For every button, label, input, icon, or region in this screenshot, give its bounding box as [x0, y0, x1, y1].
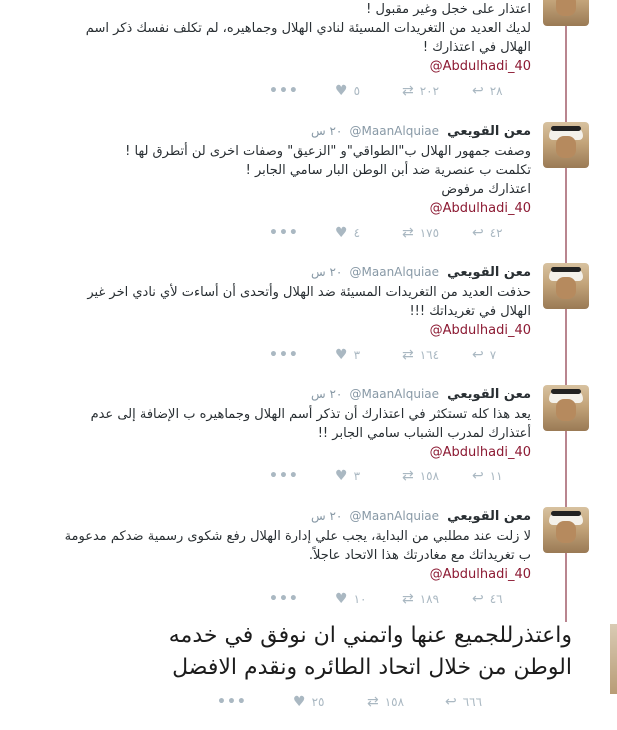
like-button[interactable]: [293, 694, 324, 710]
like-count: ١٠: [353, 592, 367, 606]
reply-button[interactable]: [472, 225, 503, 241]
retweet-count: ١٧٥: [419, 226, 440, 240]
retweet-icon: ⇄: [402, 225, 414, 241]
tweet-text: وصفت جمهور الهلال ب"الطواقي"و "الزعيق" وصفات اخرى لن أتطرق لها ! تكلمت ب عنصرية ضد أبن الوطن البار سامي الجابر ! اعتذارك مرفوض @Abdulhadi_40: [61, 142, 531, 218]
avatar[interactable]: [543, 507, 589, 553]
like-button[interactable]: [335, 468, 360, 484]
retweet-button[interactable]: [367, 694, 404, 710]
tweet-text: اعتذار على خجل وغير مقبول ! لديك العديد من التغريدات المسيئة لنادي الهلال وجماهيره، لم تكلف نفسك ذكر اسم الهلال في اعتذارك ! @Abdulhadi_40: [61, 0, 531, 76]
retweet-count: ١٥٨: [384, 695, 405, 709]
partial-image: [610, 624, 617, 694]
heart-icon: ♥: [335, 468, 348, 484]
retweet-count: ١٨٩: [419, 592, 440, 606]
bottom-tweet-text: واعتذرللجميع عنها واتمني ان نوفق في خدمه الوطن من خلال اتحاد الطائره ونقدم الافضل: [168, 623, 572, 680]
user-handle[interactable]: @MaanAlquiae: [349, 124, 440, 138]
retweet-button[interactable]: [402, 591, 439, 607]
tweet-actions: [269, 468, 529, 484]
like-button[interactable]: [335, 591, 366, 607]
tweet-header: [311, 507, 531, 525]
reply-icon: ↩: [472, 225, 484, 241]
retweet-icon: ⇄: [402, 468, 414, 484]
reply-icon: ↩: [472, 347, 484, 363]
reply-count: ٤٦: [489, 592, 503, 606]
retweet-count: ١٥٨: [419, 469, 440, 483]
retweet-count: ٢٠٢: [419, 84, 440, 98]
retweet-count: ١٦٤: [419, 348, 440, 362]
tweet-header: [311, 122, 531, 140]
tweet-actions: [269, 225, 529, 241]
retweet-icon: ⇄: [402, 591, 414, 607]
tweet-header: [311, 385, 531, 403]
tweet-time[interactable]: ٢٠ س: [311, 124, 343, 138]
reply-button[interactable]: [472, 347, 496, 363]
reply-count: ١١: [489, 469, 503, 483]
retweet-button[interactable]: [402, 347, 439, 363]
user-name[interactable]: معن القويعي: [447, 124, 531, 139]
bottom-tweet-actions: [217, 694, 517, 710]
reply-button[interactable]: [472, 468, 503, 484]
tweet-time[interactable]: ٢٠ س: [311, 265, 343, 279]
more-icon[interactable]: •••: [269, 591, 299, 607]
reply-icon: ↩: [472, 591, 484, 607]
tweet-text: يعد هذا كله تستكثر في اعتذارك أن تذكر أسم الهلال وجماهيره ب الإضافة إلى عدم أعتذارك لمدرب الشباب سامي الجابر !! @Abdulhadi_40: [61, 405, 531, 462]
user-name[interactable]: معن القويعي: [447, 265, 531, 280]
mention-link[interactable]: @Abdulhadi_40: [429, 445, 531, 460]
user-name[interactable]: معن القويعي: [447, 509, 531, 524]
reply-icon: ↩: [445, 694, 457, 710]
like-count: ٥: [353, 84, 361, 98]
heart-icon: ♥: [293, 694, 306, 710]
user-handle[interactable]: @MaanAlquiae: [349, 265, 440, 279]
retweet-button[interactable]: [402, 468, 439, 484]
like-button[interactable]: [335, 347, 360, 363]
mention-link[interactable]: @Abdulhadi_40: [429, 567, 531, 582]
more-icon[interactable]: •••: [217, 694, 247, 710]
retweet-button[interactable]: [402, 83, 439, 99]
heart-icon: ♥: [335, 83, 348, 99]
avatar[interactable]: [543, 122, 589, 168]
reply-button[interactable]: [472, 591, 503, 607]
heart-icon: ♥: [335, 347, 348, 363]
reply-button[interactable]: [472, 83, 503, 99]
heart-icon: ♥: [335, 591, 348, 607]
like-count: ٣: [353, 469, 361, 483]
avatar[interactable]: [543, 263, 589, 309]
tweet-actions: [269, 83, 529, 99]
reply-count: ٧: [489, 348, 497, 362]
tweet-text: حذفت العديد من التغريدات المسيئة ضد الهلال وأتحدى أن أساءت لأي نادي اخر غير الهلال في تغريداتك !!! @Abdulhadi_40: [61, 283, 531, 340]
tweet-actions: [269, 591, 529, 607]
reply-icon: ↩: [472, 83, 484, 99]
reply-icon: ↩: [472, 468, 484, 484]
mention-link[interactable]: @Abdulhadi_40: [429, 201, 531, 216]
tweet-time[interactable]: ٢٠ س: [311, 509, 343, 523]
tweet-time[interactable]: ٢٠ س: [311, 387, 343, 401]
more-icon[interactable]: •••: [269, 225, 299, 241]
avatar[interactable]: [543, 385, 589, 431]
like-button[interactable]: [335, 83, 360, 99]
retweet-icon: ⇄: [367, 694, 379, 710]
more-icon[interactable]: •••: [269, 347, 299, 363]
reply-count: ٦٦٦: [462, 695, 483, 709]
mention-link[interactable]: @Abdulhadi_40: [429, 323, 531, 338]
like-count: ٤: [353, 226, 361, 240]
tweet-header: [311, 263, 531, 281]
heart-icon: ♥: [335, 225, 348, 241]
user-handle[interactable]: @MaanAlquiae: [349, 509, 440, 523]
like-button[interactable]: [335, 225, 360, 241]
retweet-button[interactable]: [402, 225, 439, 241]
reply-count: ٤٢: [489, 226, 503, 240]
tweet-actions: [269, 347, 529, 363]
mention-link[interactable]: @Abdulhadi_40: [429, 59, 531, 74]
retweet-icon: ⇄: [402, 347, 414, 363]
like-count: ٢٥: [311, 695, 325, 709]
avatar[interactable]: [543, 0, 589, 26]
reply-button[interactable]: [445, 694, 482, 710]
like-count: ٣: [353, 348, 361, 362]
more-icon[interactable]: •••: [269, 468, 299, 484]
retweet-icon: ⇄: [402, 83, 414, 99]
tweet-text: لا زلت عند مطلبي من البداية، يجب علي إدارة الهلال رفع شكوى رسمية ضدكم مدعومة ب تغريداتك مع مغادرتك هذا الاتحاد عاجلاً. @Abdulhadi_40: [61, 527, 531, 584]
more-icon[interactable]: •••: [269, 83, 299, 99]
user-handle[interactable]: @MaanAlquiae: [349, 387, 440, 401]
user-name[interactable]: معن القويعي: [447, 387, 531, 402]
reply-count: ٢٨: [489, 84, 503, 98]
